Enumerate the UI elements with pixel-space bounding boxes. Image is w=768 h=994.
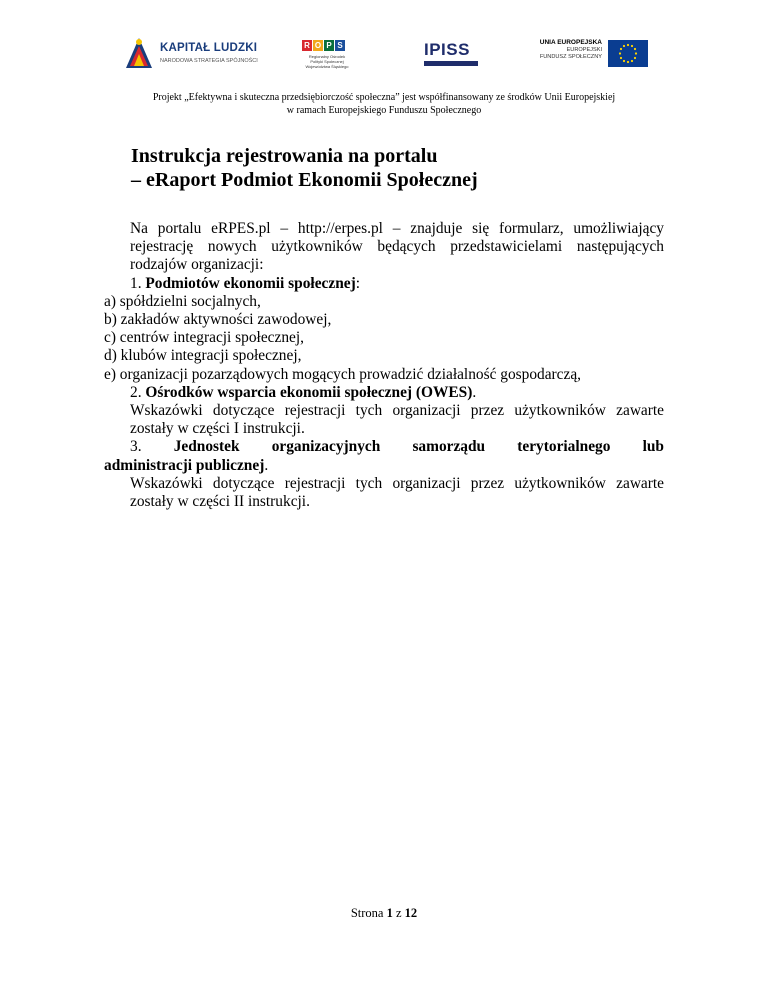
note-part-1: Wskazówki dotyczące rejestracji tych organizacji przez użytkowników zawarte zostały w części I instrukcji. bbox=[130, 402, 664, 438]
rops-letter: O bbox=[314, 41, 322, 50]
list-item-2-tail: . bbox=[472, 383, 477, 401]
title-line1: Instrukcja rejestrowania na portalu bbox=[131, 145, 438, 167]
ipiss-logo bbox=[424, 34, 478, 76]
list-item-2 bbox=[104, 384, 664, 402]
note-part-2: Wskazówki dotyczące rejestracji tych organizacji przez użytkowników zawarte zostały w części II instrukcji. bbox=[130, 474, 664, 511]
sub-item-e: e) organizacji pozarządowych mogących prowadzić działalność gospodarczą, bbox=[104, 365, 582, 383]
list-item-3-bold-a: Jednostek organizacyjnych samorządu terytorialnego lub bbox=[173, 438, 664, 456]
sub-item-b: b) zakładów aktywności zawodowej, bbox=[104, 311, 332, 329]
intro-paragraph: Na portalu eRPES.pl – http://erpes.pl – znajduje się formularz, umożliwiający rejestrację nowych użytkowników będących przedstawicielami następujących rodzajów organizacji: bbox=[130, 220, 664, 274]
list-item-3-tail: . bbox=[264, 456, 269, 474]
eu-logo bbox=[538, 34, 648, 76]
list-item-3-line1 bbox=[104, 438, 664, 456]
page-footer bbox=[0, 906, 768, 921]
ipiss-title: IPISS bbox=[424, 40, 470, 59]
list-number: 3. bbox=[130, 438, 174, 456]
eu-line3: FUNDUSZ SPOŁECZNY bbox=[539, 54, 602, 60]
project-header bbox=[0, 91, 768, 117]
list-item-1-tail: : bbox=[355, 274, 360, 292]
list-number: 2. bbox=[130, 383, 146, 401]
eu-text bbox=[540, 39, 602, 61]
kapital-ludzki-logo bbox=[124, 34, 258, 76]
rops-subtitle: Regionalny Ośrodek Polityki Społecznej Województwa Śląskiego bbox=[305, 54, 349, 69]
footer-page: 1 bbox=[386, 906, 393, 920]
rops-letter: P bbox=[324, 40, 334, 51]
kapital-ludzki-title: KAPITAŁ LUDZKI bbox=[160, 42, 258, 54]
kapital-ludzki-subtitle: NARODOWA STRATEGIA SPÓJNOŚCI bbox=[160, 58, 258, 64]
footer-prefix: Strona bbox=[350, 906, 387, 920]
ipiss-bar bbox=[424, 61, 478, 66]
list-item-2-bold: Ośrodków wsparcia ekonomii społecznej (OWES) bbox=[145, 383, 473, 401]
sub-item-d: d) klubów integracji społecznej, bbox=[104, 347, 302, 365]
footer-sep: z bbox=[392, 906, 405, 920]
kapital-ludzki-mark-icon bbox=[124, 36, 154, 70]
rops-letter: R bbox=[302, 40, 312, 51]
list-item-3-line2 bbox=[104, 457, 664, 475]
list-item-3-bold-b: administracji publicznej bbox=[104, 456, 265, 474]
title-line2: – eRaport Podmiot Ekonomii Społecznej bbox=[131, 169, 478, 191]
list-number: 1. bbox=[130, 274, 146, 292]
rops-letter: S bbox=[335, 40, 345, 51]
eu-line1: UNIA EUROPEJSKA bbox=[539, 39, 602, 46]
list-item-1-bold: Podmiotów ekonomii społecznej bbox=[145, 274, 356, 292]
header-line2: w ramach Europejskiego Funduszu Społecznego bbox=[286, 105, 482, 116]
rops-letter-boxes bbox=[302, 40, 345, 51]
header-line1: Projekt „Efektywna i skuteczna przedsiębiorczość społeczna” jest współfinansowany ze środków Unii Europejskiej bbox=[152, 92, 616, 103]
footer-total: 12 bbox=[404, 906, 418, 920]
sub-item-a: a) spółdzielni socjalnych, bbox=[104, 292, 261, 310]
sub-item-c: c) centrów integracji społecznej, bbox=[104, 329, 304, 347]
document-title bbox=[131, 144, 478, 192]
rops-logo bbox=[302, 34, 350, 76]
document-body bbox=[104, 220, 664, 511]
eu-line2: EUROPEJSKI bbox=[566, 47, 602, 53]
list-item-1 bbox=[104, 275, 664, 293]
logo-bar bbox=[0, 34, 768, 76]
eu-flag-icon bbox=[608, 40, 648, 67]
